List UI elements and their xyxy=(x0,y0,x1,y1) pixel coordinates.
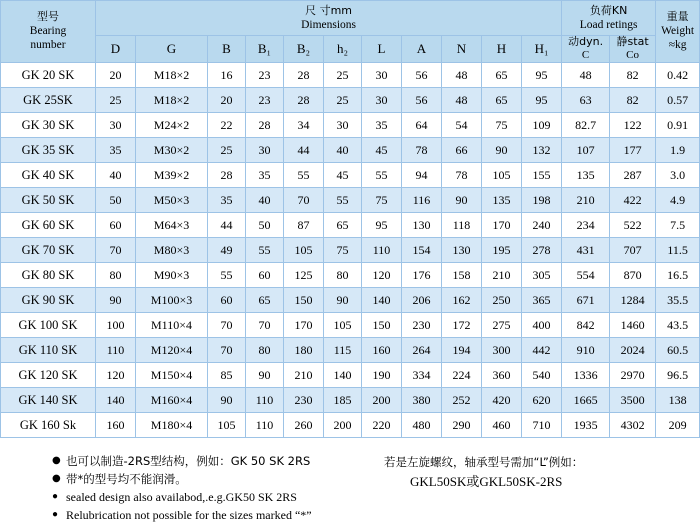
cell-B: 55 xyxy=(208,263,246,288)
cell-weight: 3.0 xyxy=(656,163,700,188)
cell-Co: 3500 xyxy=(610,388,656,413)
cell-bearing-number: GK 90 SK xyxy=(1,288,96,313)
cell-D: 40 xyxy=(96,163,136,188)
cell-D: 80 xyxy=(96,263,136,288)
cell-weight: 4.9 xyxy=(656,188,700,213)
header-load-cn: 负荷KN xyxy=(589,3,628,17)
cell-G: M24×2 xyxy=(136,113,208,138)
table-row xyxy=(1,238,700,263)
cell-L: 75 xyxy=(362,188,402,213)
cell-H1: 365 xyxy=(522,288,562,313)
cell-D: 50 xyxy=(96,188,136,213)
cell-H1: 109 xyxy=(522,113,562,138)
cell-B2: 125 xyxy=(284,263,324,288)
cell-Co: 1284 xyxy=(610,288,656,313)
cell-weight: 60.5 xyxy=(656,338,700,363)
cell-B2: 28 xyxy=(284,88,324,113)
cell-Co: 707 xyxy=(610,238,656,263)
cell-Co: 4302 xyxy=(610,413,656,438)
cell-B2: 44 xyxy=(284,138,324,163)
cell-B1: 70 xyxy=(246,313,284,338)
cell-C: 1665 xyxy=(562,388,610,413)
cell-A: 56 xyxy=(402,88,442,113)
cell-H: 275 xyxy=(482,313,522,338)
table-row xyxy=(1,263,700,288)
cell-weight: 7.5 xyxy=(656,213,700,238)
cell-h2: 25 xyxy=(324,88,362,113)
cell-C: 1336 xyxy=(562,363,610,388)
cell-weight: 16.5 xyxy=(656,263,700,288)
header-col-B: B xyxy=(208,36,246,63)
cell-C: 63 xyxy=(562,88,610,113)
cell-N: 66 xyxy=(442,138,482,163)
cell-weight: 0.57 xyxy=(656,88,700,113)
cell-bearing-number: GK 140 SK xyxy=(1,388,96,413)
cell-weight: 1.9 xyxy=(656,138,700,163)
bullet-icon: ● xyxy=(52,473,61,484)
cell-H: 460 xyxy=(482,413,522,438)
cell-C: 910 xyxy=(562,338,610,363)
cell-N: 54 xyxy=(442,113,482,138)
cell-B2: 180 xyxy=(284,338,324,363)
cell-h2: 115 xyxy=(324,338,362,363)
cell-B: 70 xyxy=(208,338,246,363)
header-bearing-number-cn: 型号 xyxy=(37,10,59,24)
cell-A: 480 xyxy=(402,413,442,438)
cell-B: 28 xyxy=(208,163,246,188)
cell-H: 420 xyxy=(482,388,522,413)
cell-A: 94 xyxy=(402,163,442,188)
table-row xyxy=(1,188,700,213)
cell-L: 45 xyxy=(362,138,402,163)
cell-H: 65 xyxy=(482,63,522,88)
cell-B: 16 xyxy=(208,63,246,88)
cell-H1: 305 xyxy=(522,263,562,288)
header-dimensions-cn: 尺 寸mm xyxy=(305,3,353,17)
cell-h2: 105 xyxy=(324,313,362,338)
cell-N: 90 xyxy=(442,188,482,213)
table-row xyxy=(1,388,700,413)
cell-H: 75 xyxy=(482,113,522,138)
cell-D: 35 xyxy=(96,138,136,163)
table-header xyxy=(1,1,700,63)
cell-B: 49 xyxy=(208,238,246,263)
table-row xyxy=(1,213,700,238)
cell-G: M110×4 xyxy=(136,313,208,338)
header-col-D: D xyxy=(96,36,136,63)
cell-N: 290 xyxy=(442,413,482,438)
cell-B: 20 xyxy=(208,88,246,113)
header-col-A: A xyxy=(402,36,442,63)
note-text: Relubrication not possible for the sizes marked “*” xyxy=(66,508,312,522)
cell-h2: 55 xyxy=(324,188,362,213)
cell-Co: 82 xyxy=(610,63,656,88)
cell-H: 90 xyxy=(482,138,522,163)
cell-L: 55 xyxy=(362,163,402,188)
cell-bearing-number: GK 70 SK xyxy=(1,238,96,263)
cell-H1: 132 xyxy=(522,138,562,163)
cell-B1: 23 xyxy=(246,63,284,88)
cell-H1: 198 xyxy=(522,188,562,213)
cell-B1: 90 xyxy=(246,363,284,388)
header-col-B2: B₂ xyxy=(284,36,324,63)
header-weight-cn: 重量 xyxy=(666,10,689,24)
table-row xyxy=(1,338,700,363)
cell-B: 35 xyxy=(208,188,246,213)
cell-C: 82.7 xyxy=(562,113,610,138)
cell-Co: 82 xyxy=(610,88,656,113)
header-dyn-cn: 动dyn. xyxy=(568,35,604,49)
header-col-G: G xyxy=(136,36,208,63)
cell-G: M18×2 xyxy=(136,88,208,113)
cell-A: 64 xyxy=(402,113,442,138)
cell-Co: 870 xyxy=(610,263,656,288)
cell-B1: 40 xyxy=(246,188,284,213)
cell-H1: 278 xyxy=(522,238,562,263)
cell-L: 35 xyxy=(362,113,402,138)
cell-G: M180×4 xyxy=(136,413,208,438)
table-row xyxy=(1,163,700,188)
header-weight xyxy=(656,1,700,63)
cell-H1: 620 xyxy=(522,388,562,413)
header-stat-cn: 静stat xyxy=(616,35,649,49)
cell-A: 116 xyxy=(402,188,442,213)
cell-L: 30 xyxy=(362,88,402,113)
cell-bearing-number: GK 20 SK xyxy=(1,63,96,88)
cell-D: 90 xyxy=(96,288,136,313)
bullet-icon: ● xyxy=(52,491,59,502)
cell-B2: 87 xyxy=(284,213,324,238)
cell-B2: 210 xyxy=(284,363,324,388)
cell-H: 65 xyxy=(482,88,522,113)
cell-H: 135 xyxy=(482,188,522,213)
header-col-H1: H₁ xyxy=(522,36,562,63)
table-row xyxy=(1,88,700,113)
cell-B1: 28 xyxy=(246,113,284,138)
cell-bearing-number: GK 30 SK xyxy=(1,113,96,138)
cell-L: 95 xyxy=(362,213,402,238)
cell-D: 25 xyxy=(96,88,136,113)
note-text: sealed design also availabod,.e.g.GK50 SK 2RS xyxy=(66,490,297,504)
cell-G: M100×3 xyxy=(136,288,208,313)
cell-L: 150 xyxy=(362,313,402,338)
cell-A: 130 xyxy=(402,213,442,238)
cell-Co: 522 xyxy=(610,213,656,238)
note-text: GKL50SK或GKL50SK-2RS xyxy=(410,474,563,489)
note-item xyxy=(52,470,376,488)
header-stat-en: Co xyxy=(626,49,640,61)
cell-B: 22 xyxy=(208,113,246,138)
cell-D: 120 xyxy=(96,363,136,388)
cell-bearing-number: GK 160 Sk xyxy=(1,413,96,438)
cell-H: 105 xyxy=(482,163,522,188)
cell-C: 210 xyxy=(562,188,610,213)
header-col-B1: B₁ xyxy=(246,36,284,63)
cell-Co: 2970 xyxy=(610,363,656,388)
cell-L: 120 xyxy=(362,263,402,288)
cell-bearing-number: GK 80 SK xyxy=(1,263,96,288)
cell-B2: 260 xyxy=(284,413,324,438)
cell-B2: 105 xyxy=(284,238,324,263)
cell-B1: 110 xyxy=(246,388,284,413)
cell-B1: 60 xyxy=(246,263,284,288)
cell-weight: 35.5 xyxy=(656,288,700,313)
cell-h2: 25 xyxy=(324,63,362,88)
cell-bearing-number: GK 35 SK xyxy=(1,138,96,163)
cell-weight: 96.5 xyxy=(656,363,700,388)
cell-weight: 0.42 xyxy=(656,63,700,88)
cell-bearing-number: GK 60 SK xyxy=(1,213,96,238)
footnotes-left xyxy=(0,452,376,524)
cell-N: 130 xyxy=(442,238,482,263)
cell-B1: 30 xyxy=(246,138,284,163)
cell-B: 85 xyxy=(208,363,246,388)
cell-h2: 90 xyxy=(324,288,362,313)
cell-A: 380 xyxy=(402,388,442,413)
header-col-static xyxy=(610,36,656,63)
header-bearing-number-en: Bearing xyxy=(29,25,67,37)
cell-L: 110 xyxy=(362,238,402,263)
cell-bearing-number: GK 40 SK xyxy=(1,163,96,188)
cell-h2: 75 xyxy=(324,238,362,263)
cell-A: 78 xyxy=(402,138,442,163)
cell-G: M30×2 xyxy=(136,138,208,163)
cell-C: 671 xyxy=(562,288,610,313)
cell-h2: 65 xyxy=(324,213,362,238)
cell-B1: 50 xyxy=(246,213,284,238)
cell-L: 190 xyxy=(362,363,402,388)
cell-N: 48 xyxy=(442,63,482,88)
table-row xyxy=(1,413,700,438)
cell-B1: 35 xyxy=(246,163,284,188)
cell-bearing-number: GK 50 SK xyxy=(1,188,96,213)
cell-G: M50×3 xyxy=(136,188,208,213)
cell-h2: 40 xyxy=(324,138,362,163)
cell-B1: 110 xyxy=(246,413,284,438)
cell-C: 107 xyxy=(562,138,610,163)
cell-bearing-number: GK 100 SK xyxy=(1,313,96,338)
header-dyn-en: C xyxy=(581,49,590,61)
cell-Co: 122 xyxy=(610,113,656,138)
cell-B: 90 xyxy=(208,388,246,413)
header-weight-unit: ≈kg xyxy=(668,39,687,52)
cell-B2: 170 xyxy=(284,313,324,338)
note-item xyxy=(52,452,376,470)
cell-G: M120×4 xyxy=(136,338,208,363)
cell-G: M150×4 xyxy=(136,363,208,388)
cell-Co: 1460 xyxy=(610,313,656,338)
cell-B1: 80 xyxy=(246,338,284,363)
cell-weight: 0.91 xyxy=(656,113,700,138)
cell-N: 252 xyxy=(442,388,482,413)
cell-h2: 140 xyxy=(324,363,362,388)
cell-weight: 138 xyxy=(656,388,700,413)
cell-H: 250 xyxy=(482,288,522,313)
cell-weight: 11.5 xyxy=(656,238,700,263)
footnotes xyxy=(0,438,700,524)
cell-L: 220 xyxy=(362,413,402,438)
cell-B1: 55 xyxy=(246,238,284,263)
cell-B2: 150 xyxy=(284,288,324,313)
cell-h2: 45 xyxy=(324,163,362,188)
cell-D: 110 xyxy=(96,338,136,363)
cell-D: 160 xyxy=(96,413,136,438)
cell-C: 1935 xyxy=(562,413,610,438)
cell-L: 160 xyxy=(362,338,402,363)
cell-N: 172 xyxy=(442,313,482,338)
cell-H1: 400 xyxy=(522,313,562,338)
cell-C: 48 xyxy=(562,63,610,88)
cell-A: 176 xyxy=(402,263,442,288)
footnotes-right xyxy=(376,452,700,524)
cell-A: 334 xyxy=(402,363,442,388)
bullet-icon: ● xyxy=(52,509,59,520)
cell-D: 60 xyxy=(96,213,136,238)
header-load-ratings xyxy=(562,1,656,36)
cell-h2: 200 xyxy=(324,413,362,438)
header-weight-en: Weight xyxy=(661,25,695,37)
cell-C: 431 xyxy=(562,238,610,263)
header-dimensions xyxy=(96,1,562,36)
cell-H: 195 xyxy=(482,238,522,263)
cell-H1: 155 xyxy=(522,163,562,188)
cell-H1: 710 xyxy=(522,413,562,438)
cell-D: 30 xyxy=(96,113,136,138)
bullet-icon: ● xyxy=(52,455,61,466)
cell-N: 78 xyxy=(442,163,482,188)
cell-C: 135 xyxy=(562,163,610,188)
cell-weight: 209 xyxy=(656,413,700,438)
cell-B2: 55 xyxy=(284,163,324,188)
cell-L: 140 xyxy=(362,288,402,313)
header-col-L: L xyxy=(362,36,402,63)
cell-A: 206 xyxy=(402,288,442,313)
cell-H1: 95 xyxy=(522,63,562,88)
table-row xyxy=(1,363,700,388)
cell-B: 25 xyxy=(208,138,246,163)
header-load-en: Load retings xyxy=(579,18,638,31)
header-col-N: N xyxy=(442,36,482,63)
table-row xyxy=(1,313,700,338)
note-text: 带*的型号均不能润滑。 xyxy=(66,472,187,486)
note-text: 若是左旋螺纹，轴承型号需加“L”例如： xyxy=(384,455,584,469)
cell-B2: 230 xyxy=(284,388,324,413)
cell-B: 70 xyxy=(208,313,246,338)
cell-h2: 30 xyxy=(324,113,362,138)
cell-A: 230 xyxy=(402,313,442,338)
cell-N: 162 xyxy=(442,288,482,313)
note-item xyxy=(52,488,376,506)
cell-N: 118 xyxy=(442,213,482,238)
cell-L: 30 xyxy=(362,63,402,88)
cell-B: 44 xyxy=(208,213,246,238)
cell-Co: 287 xyxy=(610,163,656,188)
cell-H1: 95 xyxy=(522,88,562,113)
cell-C: 842 xyxy=(562,313,610,338)
table-row xyxy=(1,113,700,138)
cell-N: 194 xyxy=(442,338,482,363)
cell-bearing-number: GK 25SK xyxy=(1,88,96,113)
cell-bearing-number: GK 110 SK xyxy=(1,338,96,363)
cell-A: 264 xyxy=(402,338,442,363)
cell-G: M18×2 xyxy=(136,63,208,88)
cell-G: M160×4 xyxy=(136,388,208,413)
cell-Co: 422 xyxy=(610,188,656,213)
table-row xyxy=(1,288,700,313)
cell-H: 210 xyxy=(482,263,522,288)
cell-h2: 80 xyxy=(324,263,362,288)
cell-D: 140 xyxy=(96,388,136,413)
cell-G: M39×2 xyxy=(136,163,208,188)
cell-H: 360 xyxy=(482,363,522,388)
cell-B1: 65 xyxy=(246,288,284,313)
cell-G: M90×3 xyxy=(136,263,208,288)
header-col-H: H xyxy=(482,36,522,63)
table-row xyxy=(1,138,700,163)
cell-D: 20 xyxy=(96,63,136,88)
cell-D: 100 xyxy=(96,313,136,338)
cell-H: 300 xyxy=(482,338,522,363)
cell-B2: 70 xyxy=(284,188,324,213)
cell-H: 170 xyxy=(482,213,522,238)
header-bearing-number xyxy=(1,1,96,63)
cell-weight: 43.5 xyxy=(656,313,700,338)
cell-D: 70 xyxy=(96,238,136,263)
cell-N: 224 xyxy=(442,363,482,388)
cell-B2: 28 xyxy=(284,63,324,88)
cell-h2: 185 xyxy=(324,388,362,413)
cell-C: 554 xyxy=(562,263,610,288)
cell-H1: 240 xyxy=(522,213,562,238)
cell-Co: 2024 xyxy=(610,338,656,363)
cell-L: 200 xyxy=(362,388,402,413)
header-col-dynamic xyxy=(562,36,610,63)
cell-B1: 23 xyxy=(246,88,284,113)
cell-C: 234 xyxy=(562,213,610,238)
cell-B: 105 xyxy=(208,413,246,438)
cell-B: 60 xyxy=(208,288,246,313)
cell-N: 158 xyxy=(442,263,482,288)
header-col-h2: h₂ xyxy=(324,36,362,63)
cell-A: 154 xyxy=(402,238,442,263)
table-row xyxy=(1,63,700,88)
cell-B2: 34 xyxy=(284,113,324,138)
note-text: 也可以制造-2RS型结构，例如：GK 50 SK 2RS xyxy=(66,454,311,468)
cell-H1: 442 xyxy=(522,338,562,363)
cell-H1: 540 xyxy=(522,363,562,388)
cell-bearing-number: GK 120 SK xyxy=(1,363,96,388)
cell-Co: 177 xyxy=(610,138,656,163)
cell-G: M80×3 xyxy=(136,238,208,263)
cell-N: 48 xyxy=(442,88,482,113)
note-item xyxy=(52,506,376,524)
header-dimensions-en: Dimensions xyxy=(301,18,357,31)
cell-A: 56 xyxy=(402,63,442,88)
table-body xyxy=(1,63,700,438)
cell-G: M64×3 xyxy=(136,213,208,238)
header-bearing-number-en2: number xyxy=(30,39,66,52)
